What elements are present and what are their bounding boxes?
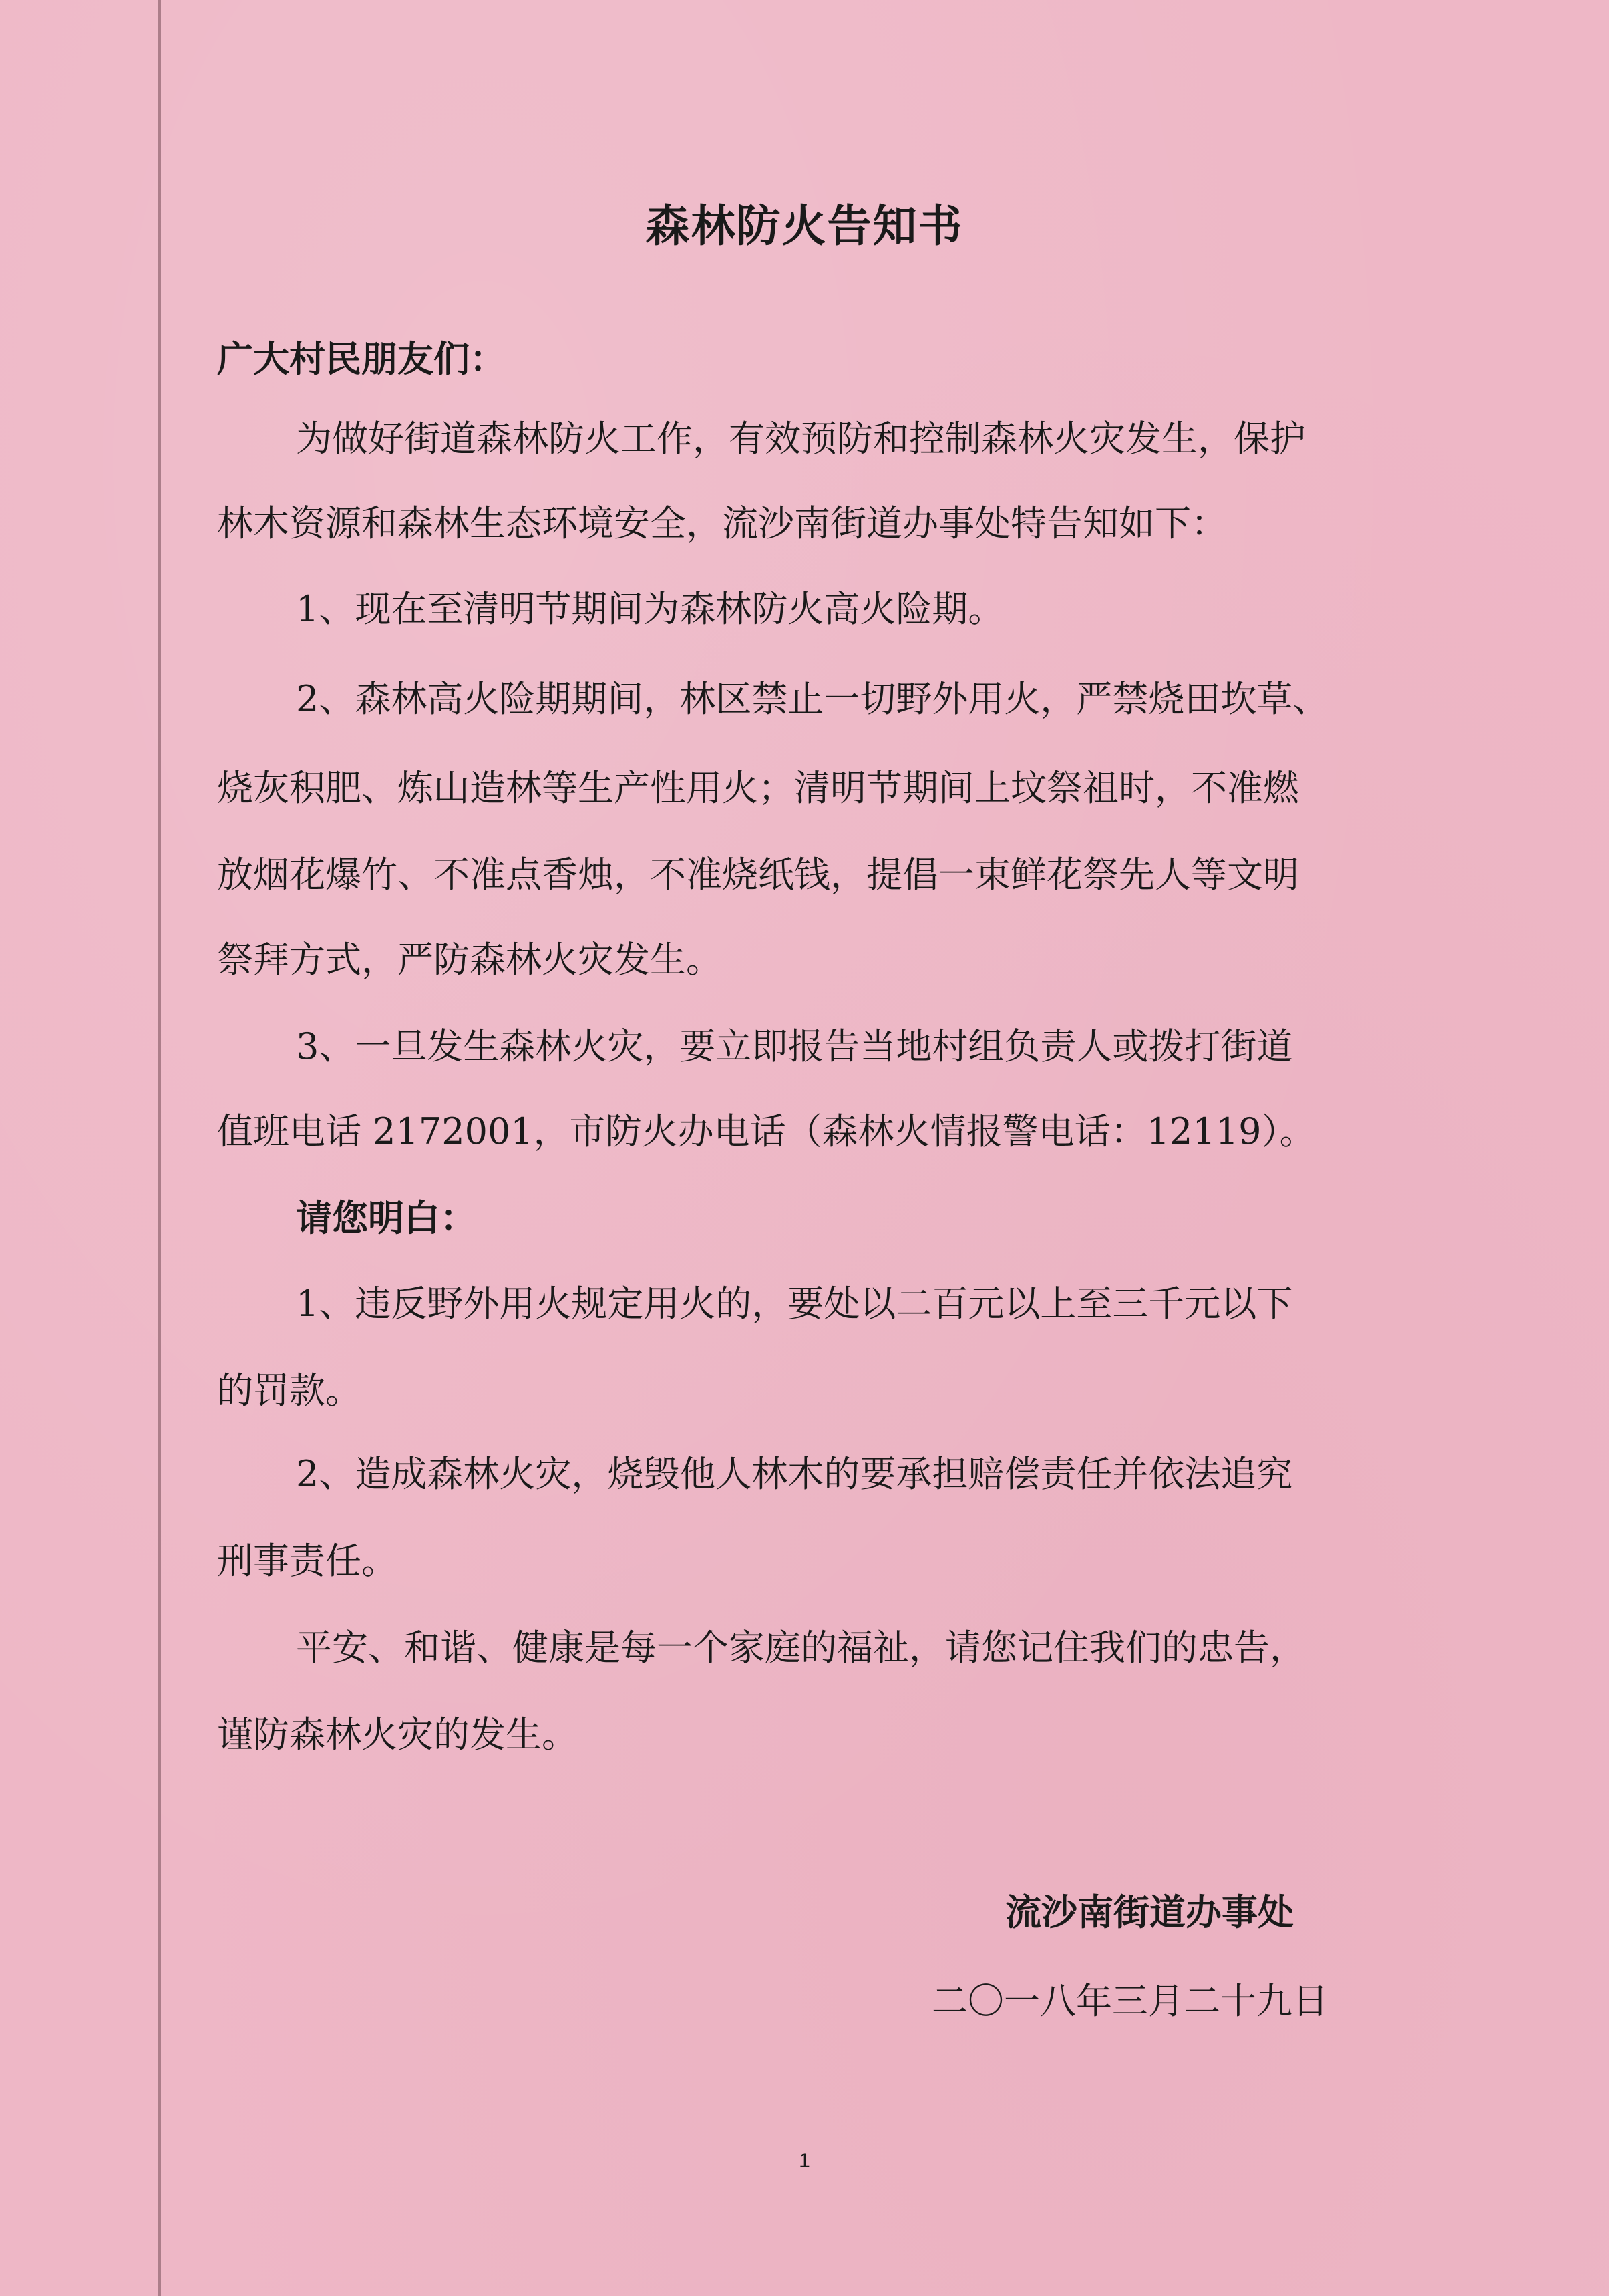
notice-heading: 请您明白：: [296, 1197, 476, 1239]
date: 二〇一八年三月二十九日: [932, 1980, 1328, 2022]
body-line-6: 放烟花爆竹、不准点香烛，不准烧纸钱，提倡一束鲜花祭先人等文明: [217, 854, 1299, 896]
body-line-2: 林木资源和森林生态环境安全，流沙南街道办事处特告知如下：: [217, 502, 1227, 544]
margin-line: [158, 0, 161, 2296]
body-line-15: 平安、和谐、健康是每一个家庭的福祉，请您记住我们的忠告，: [296, 1627, 1306, 1669]
body-line-16: 谨防森林火灾的发生。: [217, 1713, 578, 1756]
body-line-11: 1、违反野外用火规定用火的，要处以二百元以上至三千元以下: [296, 1283, 1293, 1325]
body-line-4: 2、森林高火险期期间，林区禁止一切野外用火，严禁烧田坎草、: [296, 678, 1329, 720]
body-line-14: 刑事责任。: [217, 1540, 397, 1582]
body-line-12: 的罚款。: [217, 1369, 361, 1412]
body-line-8: 3、一旦发生森林火灾，要立即报告当地村组负责人或拨打街道: [296, 1025, 1293, 1068]
body-line-1: 为做好街道森林防火工作，有效预防和控制森林火灾发生，保护: [296, 418, 1306, 460]
body-line-7: 祭拜方式，严防森林火灾发生。: [217, 939, 722, 981]
body-line-5: 烧灰积肥、炼山造林等生产性用火；清明节期间上坟祭祖时，不准燃: [217, 767, 1299, 809]
page-number: 1: [799, 2150, 810, 2172]
body-line-3: 1、现在至清明节期间为森林防火高火险期。: [296, 588, 1005, 630]
body-line-13: 2、造成森林火灾，烧毁他人林木的要承担赔偿责任并依法追究: [296, 1453, 1293, 1495]
signature: 流沙南街道办事处: [1005, 1891, 1294, 1933]
body-line-9: 值班电话 2172001，市防火办电话（森林火情报警电话：12119）。: [217, 1110, 1316, 1152]
salutation: 广大村民朋友们：: [217, 338, 506, 380]
document-title: 森林防火告知书: [645, 200, 964, 252]
